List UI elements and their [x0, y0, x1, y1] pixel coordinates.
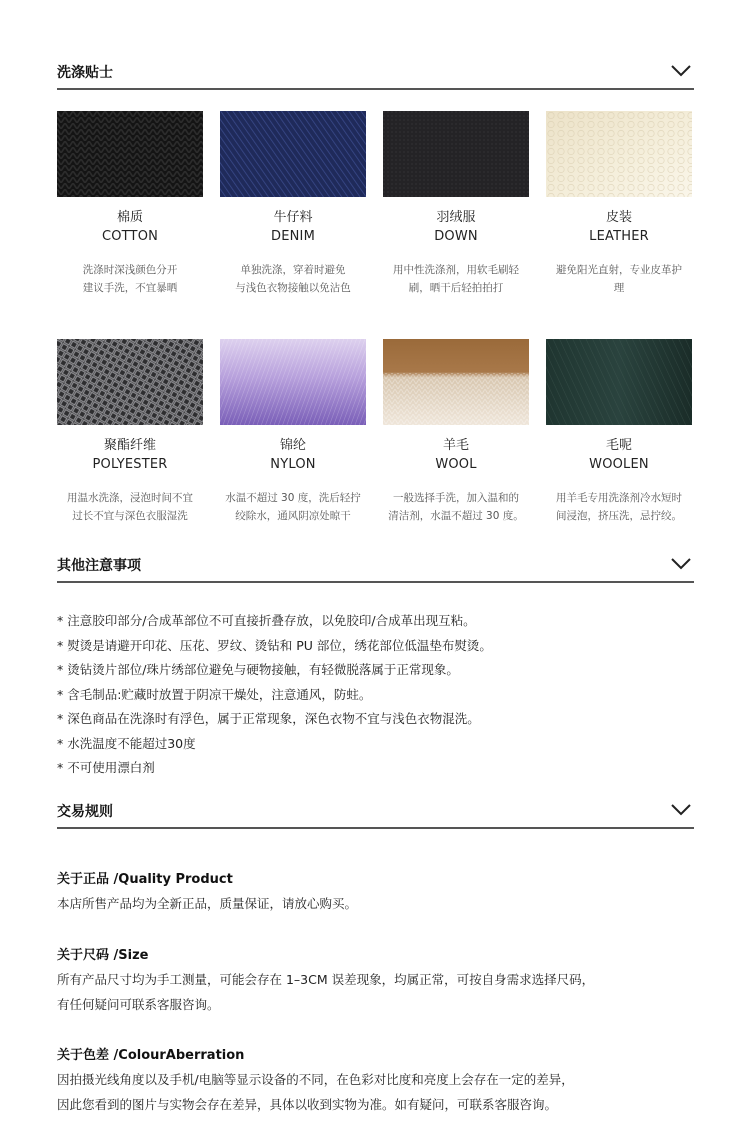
fabric-name-cn: 皮装	[605, 210, 632, 225]
rule-body: 有任何疑问可联系客服咨询。	[57, 996, 220, 1012]
polyester-swatch-image	[57, 339, 203, 425]
leather-swatch-image	[546, 111, 692, 197]
fabric-name-cn: 锦纶	[279, 438, 306, 453]
fabric-name-en: DENIM	[271, 229, 315, 244]
chevron-down-icon[interactable]	[670, 62, 692, 78]
note-item: * 含毛制品:贮藏时放置于阴凉干燥处，注意通风，防蛀。	[57, 686, 372, 702]
fabric-card-polyester	[57, 339, 203, 525]
wool-swatch-image	[383, 339, 529, 425]
fabric-card-leather	[546, 111, 692, 297]
section-header-trade-rules[interactable]	[57, 799, 694, 829]
fabric-tip-line: 单独洗涤，穿着时避免	[240, 264, 346, 276]
fabric-tip-line: 洗涤时深浅颜色分开	[82, 264, 178, 276]
fabric-tip-line: 刷，晒干后轻拍拍打	[408, 282, 504, 294]
cotton-swatch-image	[57, 111, 203, 197]
down-swatch-image	[383, 111, 529, 197]
rule-body: 本店所售产品均为全新正品，质量保证，请放心购买。	[57, 896, 358, 911]
fabric-tip-line: 建议手洗，不宜暴晒	[82, 282, 178, 294]
denim-swatch-image	[220, 111, 366, 197]
rule-quality	[57, 868, 697, 917]
rule-title: 关于正品 /Quality Product	[57, 872, 233, 887]
fabric-name-en: WOOLEN	[589, 457, 649, 472]
section-title: 交易规则	[57, 804, 113, 820]
rule-title: 关于色差 /ColourAberration	[57, 1048, 245, 1063]
fabric-name-en: WOOL	[435, 457, 477, 472]
fabric-tip-line: 用羊毛专用洗涤剂冷水短时	[556, 492, 682, 504]
fabric-tip-line: 过长不宜与深色衣服湿洗	[72, 510, 188, 522]
chevron-down-icon[interactable]	[670, 801, 692, 817]
fabric-tip-line: 用中性洗涤剂，用软毛刷轻	[393, 264, 519, 276]
fabric-card-cotton	[57, 111, 203, 297]
fabric-tip-line: 间浸泡，挤压洗，忌拧绞。	[556, 510, 682, 522]
woolen-swatch-image	[546, 339, 692, 425]
fabric-tip-line: 避免阳光直射，专业皮革护	[556, 264, 682, 276]
fabric-card-denim	[220, 111, 366, 297]
rule-body: 因拍摄光线角度以及手机/电脑等显示设备的不同，在色彩对比度和亮度上会存在一定的差异，	[57, 1072, 574, 1087]
fabric-name-cn: 羽绒服	[436, 210, 476, 225]
fabric-card-woolen	[546, 339, 692, 525]
section-header-other-notes[interactable]	[57, 553, 694, 583]
note-item: * 烫钻烫片部位/珠片绣部位避免与硬物接触，有轻微脱落属于正常现象。	[57, 662, 459, 677]
notes-list	[57, 609, 697, 781]
fabric-name-en: POLYESTER	[92, 457, 168, 472]
section-header-wash-tips[interactable]	[57, 60, 694, 90]
fabric-name-cn: 毛呢	[605, 438, 632, 453]
fabric-tip-line: 一般选择手洗，加入温和的	[393, 492, 519, 504]
nylon-swatch-image	[220, 339, 366, 425]
fabric-tip-line: 清洁剂，水温不超过 30 度。	[388, 510, 524, 522]
fabric-name-en: LEATHER	[589, 229, 649, 244]
rule-colour	[57, 1044, 697, 1117]
fabric-card-down	[383, 111, 529, 297]
fabric-card-wool	[383, 339, 529, 525]
fabric-name-cn: 羊毛	[442, 438, 469, 453]
rule-size	[57, 944, 697, 1017]
section-title: 洗涤贴士	[57, 65, 113, 81]
fabric-tip-line: 绞除水，通风阴凉处晾干	[235, 510, 351, 522]
fabric-card-nylon	[220, 339, 366, 525]
note-item: * 不可使用漂白剂	[57, 760, 155, 775]
rule-body: 所有产品尺寸均为手工测量，可能会存在 1–3CM 误差现象，均属正常，可按自身需求选择尺码，	[57, 972, 595, 987]
note-item: * 水洗温度不能超过30度	[57, 735, 196, 751]
fabric-name-cn: 牛仔料	[273, 210, 313, 225]
chevron-down-icon[interactable]	[670, 555, 692, 571]
note-item: * 熨烫是请避开印花、压花、罗纹、烫钻和 PU 部位，绣花部位低温垫布熨烫。	[57, 637, 492, 653]
fabric-tip-line: 用温水洗涤，浸泡时间不宜	[67, 492, 193, 504]
note-item: * 注意胶印部分/合成革部位不可直接折叠存放，以免胶印/合成革出现互粘。	[57, 613, 476, 628]
fabric-tip-line: 理	[613, 282, 625, 294]
fabric-name-cn: 棉质	[116, 210, 143, 225]
fabric-tip-line: 水温不超过 30 度，洗后轻拧	[225, 492, 361, 504]
fabric-name-en: DOWN	[434, 229, 478, 244]
note-item: * 深色商品在洗涤时有浮色，属于正常现象，深色衣物不宜与浅色衣物混洗。	[57, 711, 480, 726]
rule-title: 关于尺码 /Size	[57, 948, 149, 963]
section-title: 其他注意事项	[57, 558, 141, 574]
fabric-name-en: NYLON	[270, 457, 316, 472]
fabric-tip-line: 与浅色衣物接触以免沾色	[235, 282, 351, 294]
rule-body: 因此您看到的图片与实物会存在差异，具体以收到实物为准。如有疑问，可联系客服咨询。	[57, 1096, 558, 1112]
fabric-name-en: COTTON	[101, 229, 159, 244]
fabric-name-cn: 聚酯纤维	[103, 438, 156, 453]
